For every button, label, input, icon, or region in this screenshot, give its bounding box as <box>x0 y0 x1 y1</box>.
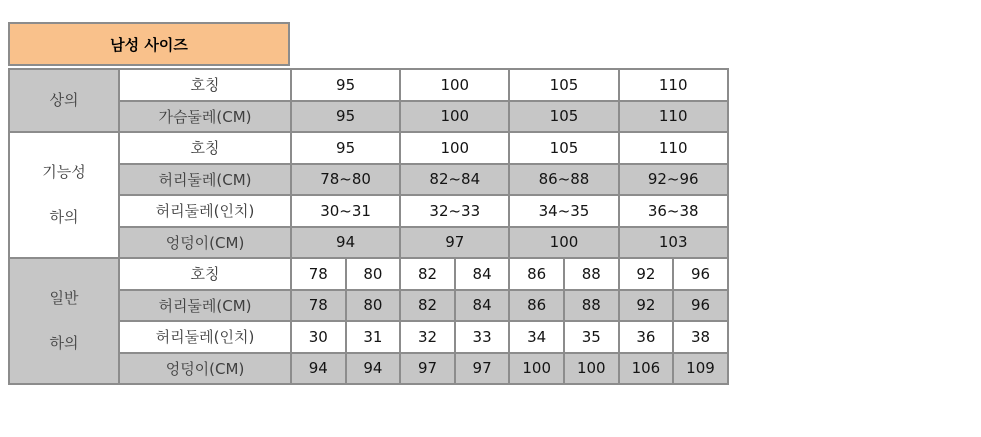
data-cell: 88 <box>564 258 619 290</box>
data-cell: 33 <box>455 321 510 353</box>
row-label: 호칭 <box>119 69 291 101</box>
data-cell: 82~84 <box>400 164 509 196</box>
data-cell: 30 <box>291 321 346 353</box>
section-label: 하의 <box>49 208 79 226</box>
data-cell: 88 <box>564 290 619 322</box>
row-label: 허리둘레(인치) <box>119 195 291 227</box>
data-cell: 32 <box>400 321 455 353</box>
data-cell: 100 <box>400 69 509 101</box>
data-cell: 100 <box>509 227 618 259</box>
data-cell: 80 <box>346 258 401 290</box>
data-cell: 92 <box>619 258 674 290</box>
row-label: 허리둘레(CM) <box>119 290 291 322</box>
data-cell: 34~35 <box>509 195 618 227</box>
data-cell: 95 <box>291 132 400 164</box>
row-label: 엉덩이(CM) <box>119 227 291 259</box>
data-cell: 78~80 <box>291 164 400 196</box>
data-cell: 100 <box>400 132 509 164</box>
data-cell: 105 <box>509 101 618 133</box>
data-cell: 82 <box>400 258 455 290</box>
data-cell: 109 <box>673 353 728 385</box>
chart-title-text: 남성 사이즈 <box>110 35 188 54</box>
size-chart <box>8 22 729 385</box>
data-cell: 105 <box>509 132 618 164</box>
data-cell: 94 <box>291 353 346 385</box>
row-label: 허리둘레(CM) <box>119 164 291 196</box>
section-cell-tops <box>9 69 119 132</box>
row-label: 허리둘레(인치) <box>119 321 291 353</box>
row-label: 엉덩이(CM) <box>119 353 291 385</box>
row-label: 호칭 <box>119 258 291 290</box>
data-cell: 95 <box>291 69 400 101</box>
data-cell: 32~33 <box>400 195 509 227</box>
data-cell: 35 <box>564 321 619 353</box>
data-cell: 100 <box>509 353 564 385</box>
row-label: 가슴둘레(CM) <box>119 101 291 133</box>
data-cell: 103 <box>619 227 728 259</box>
data-cell: 78 <box>291 258 346 290</box>
table-row <box>9 69 728 101</box>
data-cell: 106 <box>619 353 674 385</box>
data-cell: 92 <box>619 290 674 322</box>
data-cell: 97 <box>455 353 510 385</box>
data-cell: 105 <box>509 69 618 101</box>
data-cell: 36~38 <box>619 195 728 227</box>
data-cell: 84 <box>455 258 510 290</box>
section-label: 하의 <box>49 334 79 352</box>
data-cell: 36 <box>619 321 674 353</box>
data-cell: 95 <box>291 101 400 133</box>
size-table <box>8 68 729 385</box>
data-cell: 96 <box>673 258 728 290</box>
data-cell: 110 <box>619 132 728 164</box>
data-cell: 92~96 <box>619 164 728 196</box>
section-label: 기능성 <box>42 163 86 181</box>
data-cell: 110 <box>619 101 728 133</box>
data-cell: 94 <box>346 353 401 385</box>
data-cell: 97 <box>400 353 455 385</box>
data-cell: 96 <box>673 290 728 322</box>
table-row <box>9 132 728 164</box>
data-cell: 38 <box>673 321 728 353</box>
data-cell: 86~88 <box>509 164 618 196</box>
data-cell: 31 <box>346 321 401 353</box>
data-cell: 78 <box>291 290 346 322</box>
data-cell: 100 <box>400 101 509 133</box>
section-cell-regular-bottoms <box>9 258 119 384</box>
data-cell: 97 <box>400 227 509 259</box>
data-cell: 100 <box>564 353 619 385</box>
section-label: 일반 <box>49 289 79 307</box>
data-cell: 84 <box>455 290 510 322</box>
data-cell: 80 <box>346 290 401 322</box>
table-row <box>9 258 728 290</box>
data-cell: 34 <box>509 321 564 353</box>
chart-title <box>8 22 290 66</box>
data-cell: 30~31 <box>291 195 400 227</box>
data-cell: 110 <box>619 69 728 101</box>
data-cell: 94 <box>291 227 400 259</box>
section-cell-functional-bottoms <box>9 132 119 258</box>
data-cell: 86 <box>509 258 564 290</box>
row-label: 호칭 <box>119 132 291 164</box>
section-label: 상의 <box>49 91 79 109</box>
data-cell: 82 <box>400 290 455 322</box>
data-cell: 86 <box>509 290 564 322</box>
